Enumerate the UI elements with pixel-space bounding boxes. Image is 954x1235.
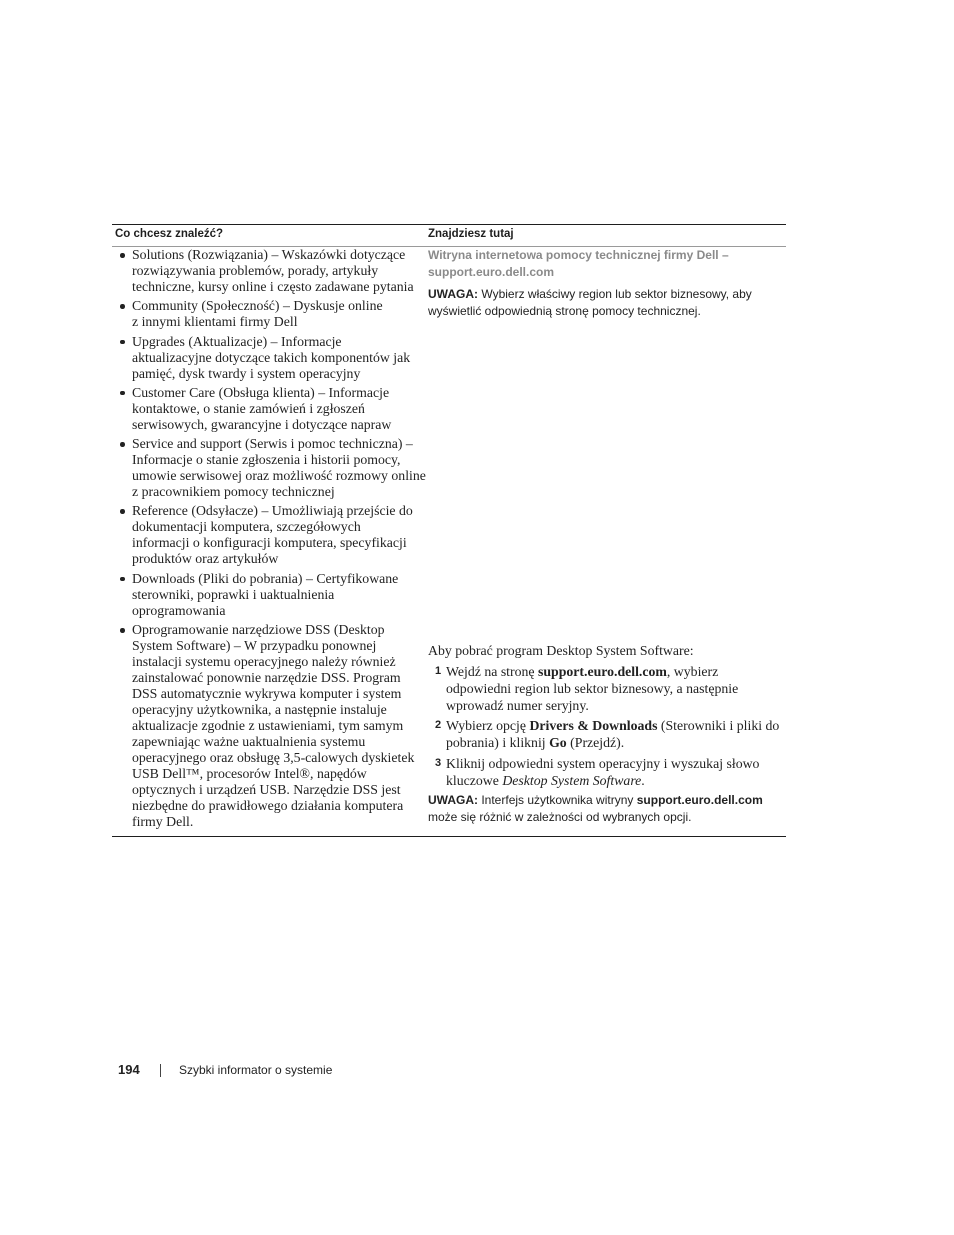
note-text: wyświetlić odpowiednią stronę pomocy technicznej. (428, 304, 701, 318)
topics-cell (112, 247, 424, 622)
support-url: support.euro.dell.com (538, 663, 667, 679)
text-line: Informacje o stanie zgłoszenia i historii pomocy, (132, 452, 401, 468)
text-line (428, 792, 786, 809)
text-line: serwisowych, gwarancyjne i dotyczące napraw (132, 416, 392, 432)
section-title: Szybki informator o systemie (179, 1063, 333, 1077)
text-line: niezbędne do prawidłowego działania komputera (132, 798, 404, 814)
bullet-icon (120, 628, 125, 633)
text-line: Reference (Odsyłacze) – Umożliwiają przejście do (132, 503, 413, 519)
topic-item-customer-care (112, 385, 424, 433)
bullet-icon (120, 442, 125, 447)
text-line: może się różnić w zależności od wybranych opcji. (428, 810, 692, 825)
dss-topic-cell (112, 622, 424, 836)
step-text: . (641, 772, 645, 788)
text-line: kontaktowe, o stanie zamówień i zgłoszeń (132, 400, 365, 416)
text-line: Downloads (Pliki do pobrania) – Certyfikowane (132, 570, 399, 586)
text-line: Oprogramowanie narzędziowe DSS (Desktop (132, 622, 385, 638)
text-line: z innymi klientami firmy Dell (132, 314, 298, 330)
text-line: informacji o konfiguracji komputera, specyfikacji (132, 535, 407, 551)
topic-list (112, 622, 424, 830)
text-line (446, 734, 786, 751)
topic-item-community (112, 298, 424, 330)
bullet-icon (120, 340, 125, 345)
text-line: operacyjnego oraz obsługę 3,5-calowych dyskietek (132, 750, 415, 766)
note-label: UWAGA: (428, 793, 478, 808)
topic-item-service-support (112, 436, 424, 500)
go-option: Go (549, 735, 567, 751)
step-text: Wybierz opcję (446, 718, 526, 734)
text-line: Kliknij odpowiedni system operacyjny i wyszukaj słowo (446, 755, 760, 771)
topic-item-downloads (112, 571, 424, 619)
text-line: DSS automatycznie wykrywa komputer i system (132, 686, 402, 702)
topic-list (112, 247, 424, 619)
text-line (446, 663, 786, 680)
step-text: (Sterowniki i pliki do (660, 718, 780, 734)
note-text: Wybierz właściwy region lub sektor biznesowy, aby (481, 287, 752, 301)
step-text: Wejdź na stronę (446, 663, 535, 679)
text-line: Service and support (Serwis i pomoc techniczna) – (132, 436, 413, 452)
text-line: Customer Care (Obsługa klienta) – Informacje (132, 384, 390, 400)
support-site-url: support.euro.dell.com (428, 265, 555, 279)
support-site-cell (424, 247, 786, 320)
text-line (446, 772, 786, 789)
topic-item-reference (112, 503, 424, 567)
text-line: Witryna internetowa pomocy technicznej firmy Dell – (428, 248, 729, 262)
dss-download-cell (424, 622, 786, 826)
bullet-icon (120, 304, 125, 309)
text-line: Upgrades (Aktualizacje) – Informacje (132, 333, 342, 349)
text-line: System Software) – W przypadku ponownej (132, 638, 377, 654)
text-line: zainstalować ponownie narzędzie DSS. Program (132, 670, 401, 686)
step-3 (428, 755, 786, 789)
footer-divider (160, 1064, 161, 1077)
topic-item-solutions (112, 247, 424, 295)
text-line: zapewniając ważne uaktualnienia systemu (132, 734, 366, 750)
bullet-icon (120, 509, 125, 514)
step-2 (428, 717, 786, 751)
text-line: Community (Społeczność) – Dyskusje online (132, 298, 383, 314)
step-text: (Przejdź). (570, 735, 625, 751)
text-line: pamięć, dysk twardy i system operacyjny (132, 365, 361, 381)
topic-item-upgrades (112, 334, 424, 382)
region-note (428, 286, 786, 320)
text-line: dokumentacji komputera, szczegółowych (132, 519, 361, 535)
step-1 (428, 663, 786, 714)
support-site-title (428, 247, 786, 281)
bullet-icon (120, 577, 125, 582)
text-line: oprogramowania (132, 602, 226, 618)
text-line: USB Dell™, procesorów Intel®, napędów (132, 766, 367, 782)
text-line: aktualizacje zgodnie z ustawieniami, tym samym (132, 718, 404, 734)
text-line (428, 286, 786, 303)
text-line: wprowadź numer seryjny. (446, 697, 589, 713)
text-line: Solutions (Rozwiązania) – Wskazówki dotyczące (132, 247, 406, 262)
dss-intro: Aby pobrać program Desktop System Software: (428, 643, 694, 659)
bullet-icon (120, 253, 125, 258)
text-line: optycznych i urządzeń USB. Narzędzie DSS jest (132, 782, 401, 798)
text-line: operacyjny użytkownika, a następnie instaluje (132, 702, 387, 718)
drivers-downloads-option: Drivers & Downloads (529, 718, 658, 734)
text-line: produktów oraz artykułów (132, 551, 279, 567)
page-number: 194 (118, 1062, 140, 1077)
info-table (112, 224, 786, 837)
step-text: , wybierz (666, 663, 719, 679)
text-line: aktualizacyjne dotyczące takich komponentów jak (132, 349, 411, 365)
text-line: techniczne, kursy online i często zadawane pytania (132, 279, 414, 294)
bullet-icon (120, 391, 125, 396)
text-line: odpowiedni region lub sektor biznesowy, a następnie (446, 680, 739, 696)
text-line: z pracownikiem pomocy technicznej (132, 484, 335, 500)
note-text: Interfejs użytkownika witryny (481, 793, 634, 808)
step-number: 1 (435, 664, 442, 677)
interface-note (428, 792, 786, 826)
step-number: 3 (435, 756, 442, 769)
text-line: umowie serwisowej oraz możliwość rozmowy online (132, 468, 426, 484)
table-header-find: Co chcesz znaleźć? (112, 225, 424, 247)
support-url: support.euro.dell.com (636, 793, 763, 808)
text-line: instalacji systemu operacyjnego należy również (132, 654, 396, 670)
text-line: firmy Dell. (132, 814, 194, 830)
text-line: sterowniki, poprawki i uaktualnienia (132, 586, 335, 602)
note-label: UWAGA: (428, 287, 478, 301)
table-header-where: Znajdziesz tutaj (424, 225, 786, 247)
text-line (446, 717, 786, 734)
keyword-text: Desktop System Software (502, 772, 642, 788)
topic-item-dss (112, 622, 424, 830)
text-line (428, 303, 786, 320)
text-line: rozwiązywania problemów, porady, artykuły (132, 263, 379, 278)
step-text: pobrania) i kliknij (446, 735, 546, 751)
step-number: 2 (435, 719, 442, 732)
step-text: kluczowe (446, 772, 499, 788)
